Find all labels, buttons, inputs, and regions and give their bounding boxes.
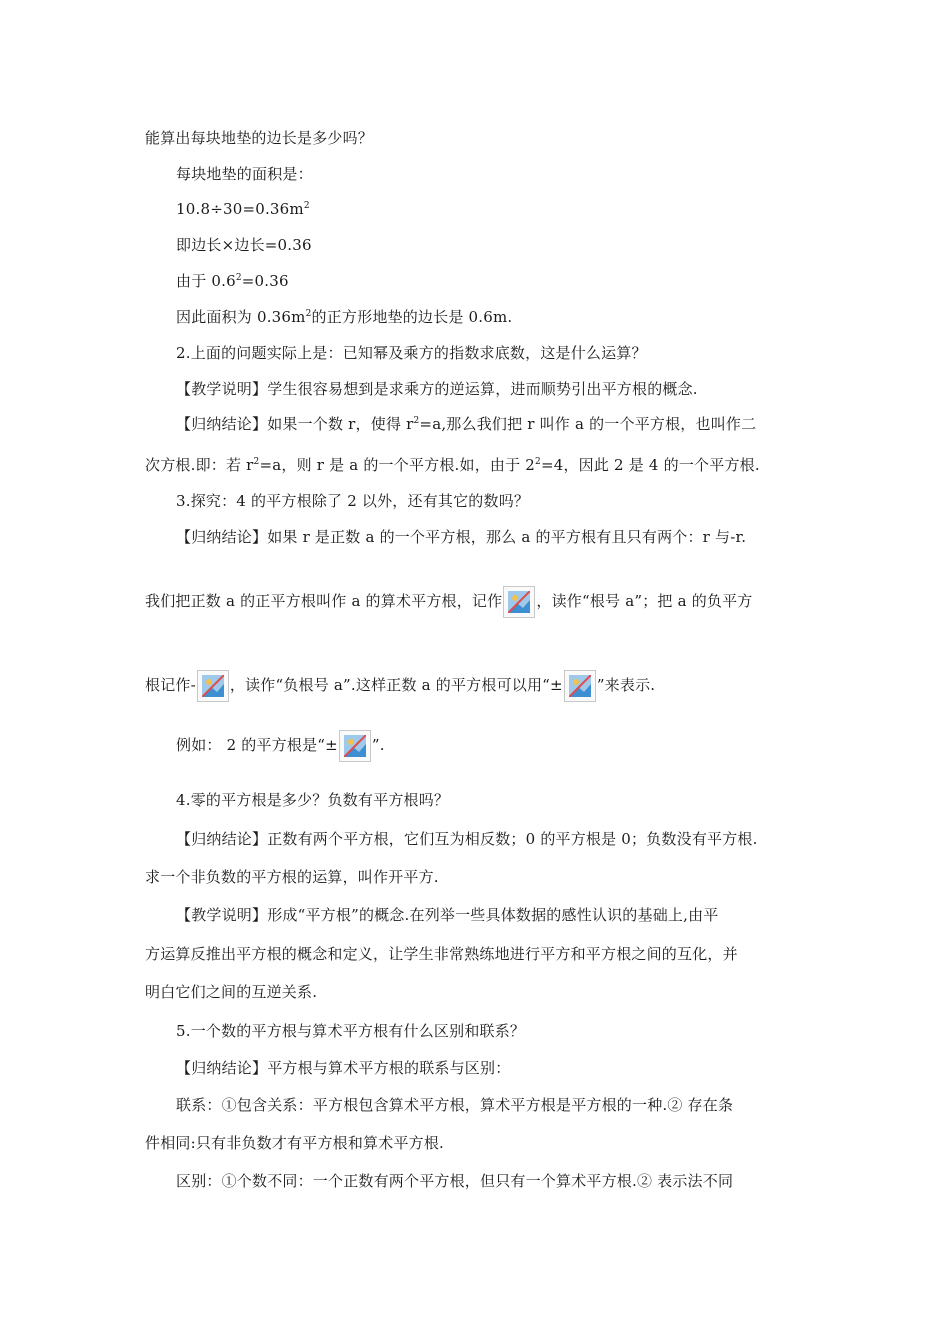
text-line: 根记作- ，读作“负根号 a”.这样正数 a 的平方根可以用“± ”来表示. <box>145 670 655 702</box>
text-line: 【归纳结论】正数有两个平方根，它们互为相反数；0 的平方根是 0；负数没有平方根. <box>176 830 758 848</box>
text-line: 【归纳结论】如果一个数 r，使得 $r^2=a$,那么我们把 r 叫作 a 的一个平方根，也叫作二 <box>176 415 757 433</box>
text-line: 明白它们之间的互逆关系. <box>145 983 318 1001</box>
broken-image-icon <box>339 730 371 762</box>
text-line: 求一个非负数的平方根的运算，叫作开平方. <box>145 868 439 886</box>
broken-image-icon <box>564 670 596 702</box>
text-line: 例如： 2 的平方根是“± ”. <box>176 730 385 762</box>
text-line: 5.一个数的平方根与算术平方根有什么区别和联系？ <box>176 1022 526 1040</box>
broken-image-icon <box>503 586 535 618</box>
text-line: 4.零的平方根是多少？负数有平方根吗？ <box>176 791 450 809</box>
text-line: 次方根.即：若 $r^2=a$，则 r 是 a 的一个平方根.如，由于 $2^2=4$，因此 2 是 4 的一个平方根. <box>145 456 760 474</box>
text-line: 【教学说明】形成“平方根”的概念.在列举一些具体数据的感性认识的基础上,由平 <box>176 906 719 924</box>
text-line: 我们把正数 a 的正平方根叫作 a 的算术平方根，记作 ，读作“根号 a”；把 a 的负平方 <box>145 586 753 618</box>
text-line: 即边长×边长=0.36 <box>176 236 312 254</box>
text-line: 【教学说明】学生很容易想到是求乘方的逆运算，进而顺势引出平方根的概念. <box>176 380 698 398</box>
text-line: 【归纳结论】平方根与算术平方根的联系与区别： <box>176 1059 511 1077</box>
broken-image-icon <box>197 670 229 702</box>
text-line: 【归纳结论】如果 r 是正数 a 的一个平方根，那么 a 的平方根有且只有两个：r 与-r. <box>176 528 747 546</box>
text-line: 联系：①包含关系：平方根包含算术平方根，算术平方根是平方根的一种.② 存在条 <box>176 1096 734 1114</box>
text-line: $10.8\div 30=0.36m^2$ <box>176 200 310 218</box>
text-line: 区别：①个数不同：一个正数有两个平方根，但只有一个算术平方根.② 表示法不同 <box>176 1172 734 1190</box>
text-line: 因此面积为 $0.36m^2$的正方形地垫的边长是 0.6m. <box>176 308 513 326</box>
text-line: 能算出每块地垫的边长是多少吗？ <box>145 129 374 147</box>
text-line: 3.探究：4 的平方根除了 2 以外，还有其它的数吗？ <box>176 492 530 510</box>
text-line: 方运算反推出平方根的概念和定义，让学生非常熟练地进行平方和平方根之间的互化，并 <box>145 945 738 963</box>
text-line: 每块地垫的面积是： <box>176 165 313 183</box>
text-line: 由于 $0.6^2=0.36$ <box>176 272 289 290</box>
text-line: 2.上面的问题实际上是：已知幂及乘方的指数求底数，这是什么运算？ <box>176 344 647 362</box>
text-line: 件相同:只有非负数才有平方根和算术平方根. <box>145 1134 445 1152</box>
